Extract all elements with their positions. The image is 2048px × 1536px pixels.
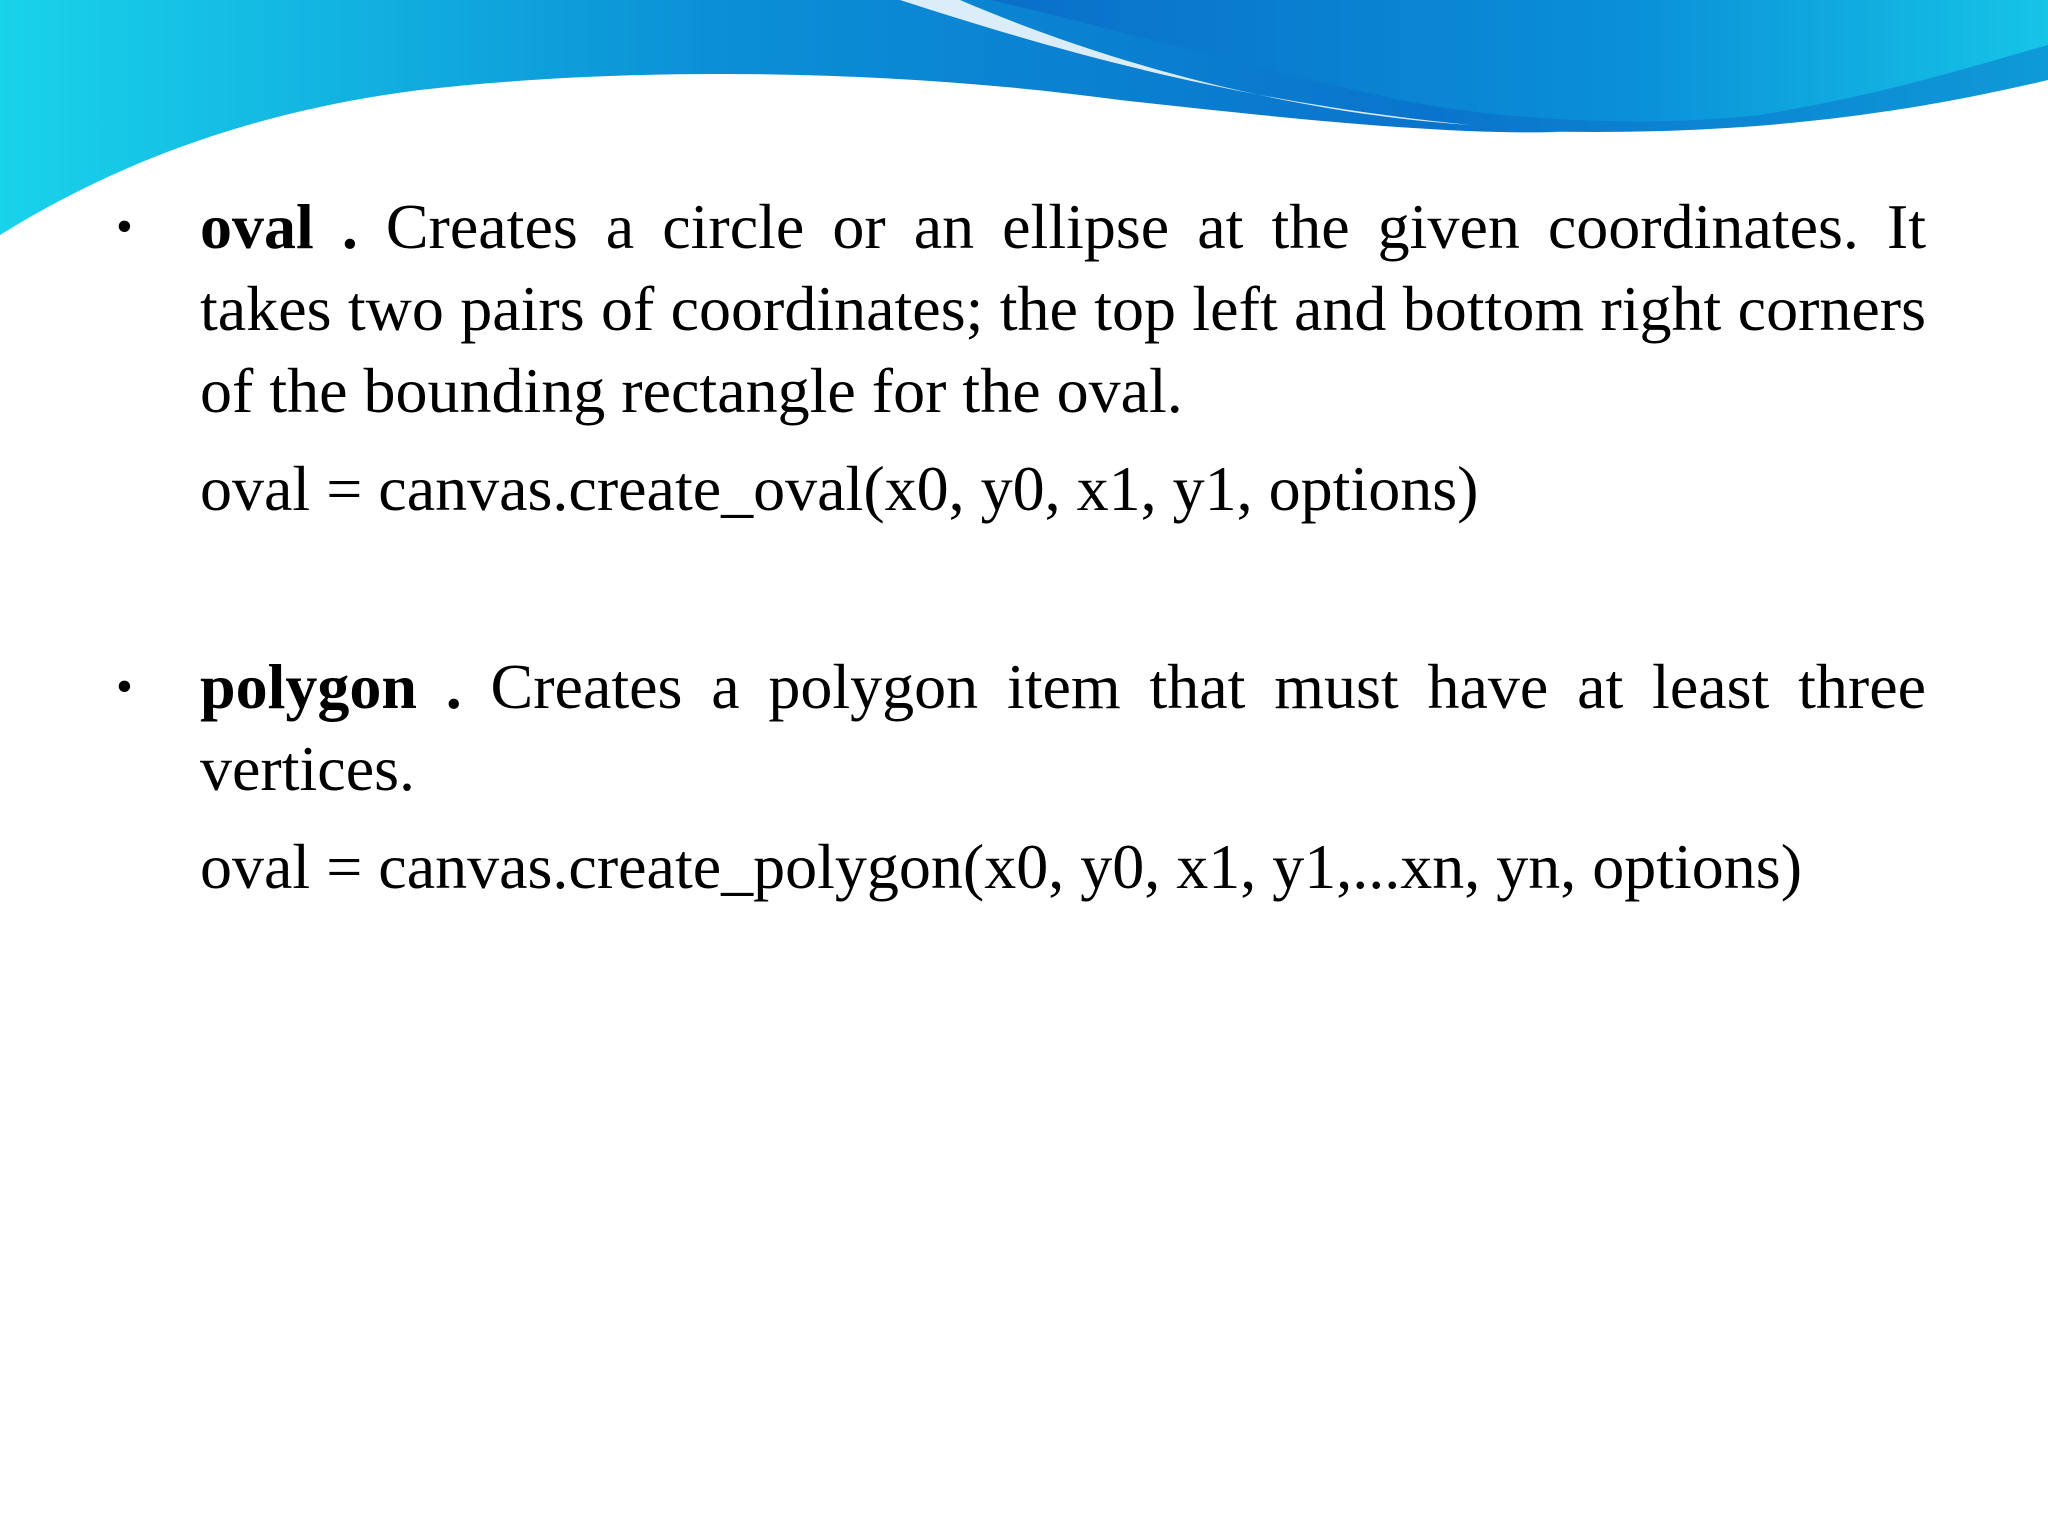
bullet-item-polygon bbox=[116, 646, 1927, 908]
bullet-item-oval bbox=[116, 186, 1926, 530]
bullet-marker: • bbox=[116, 200, 133, 253]
term-polygon: polygon . bbox=[200, 651, 462, 722]
description-oval: Creates a circle or an ellipse at the given coordinates. It takes two pairs of coordinates; the top left and bottom right corners of the bounding rectangle for the oval. bbox=[200, 191, 1926, 426]
description-polygon: Creates a polygon item that must have at least three vertices. bbox=[200, 651, 1927, 804]
code-example-polygon: oval = canvas.create_polygon(x0, y0, x1, y1,...xn, yn, options) bbox=[200, 831, 1802, 902]
bullet-paragraph bbox=[200, 186, 1926, 432]
code-example-oval: oval = canvas.create_oval(x0, y0, x1, y1, options) bbox=[200, 453, 1479, 524]
bullet-marker: • bbox=[116, 660, 133, 713]
term-oval: oval . bbox=[200, 191, 358, 262]
bullet-paragraph bbox=[200, 646, 1926, 810]
